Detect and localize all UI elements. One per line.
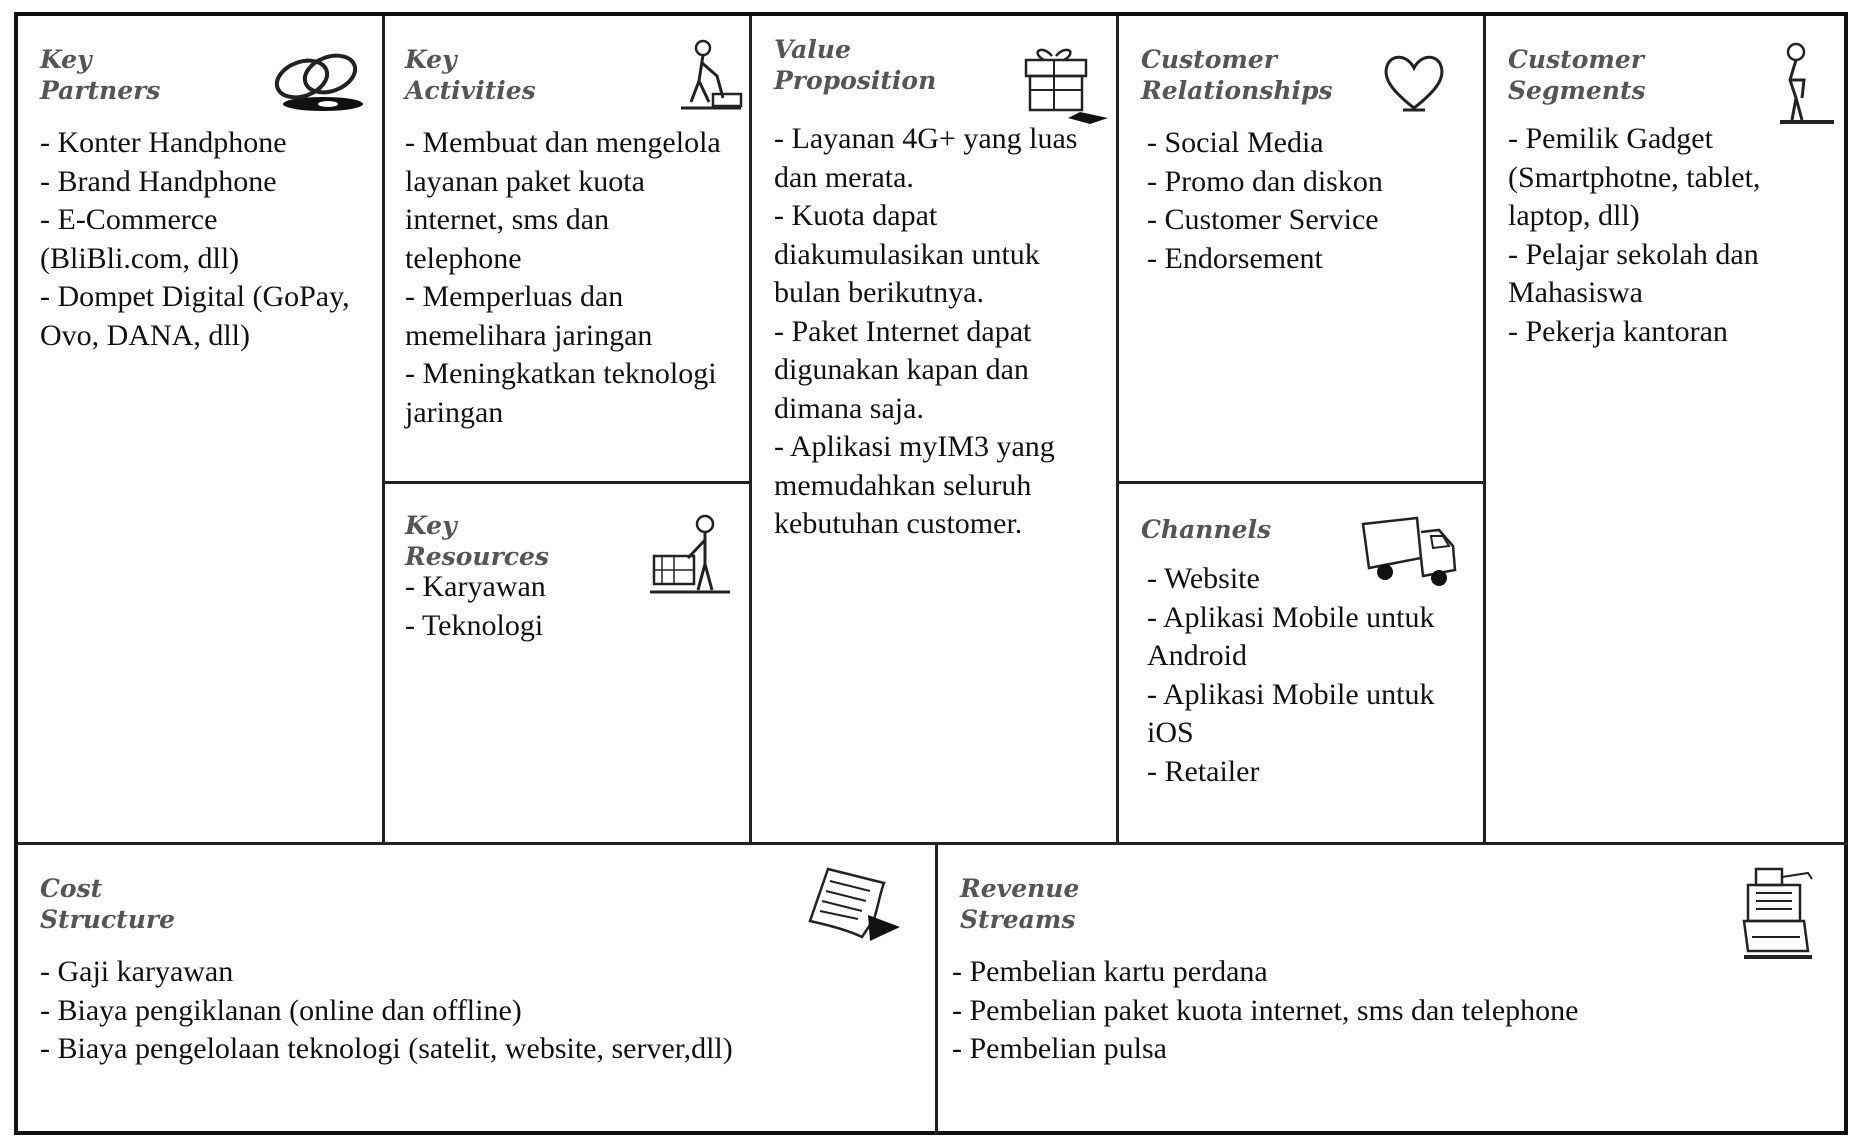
- cost-structure-list: [40, 953, 900, 1069]
- customer-segments-title: Customer Segments: [1508, 45, 1646, 105]
- list-item: - Website: [1147, 562, 1260, 595]
- list-item: - Membuat dan mengelola layanan paket kuota internet, sms dan telephone: [405, 126, 721, 275]
- customer-segments-block: [1486, 16, 1848, 842]
- list-item: - Dompet Digital (GoPay, Ovo, DANA, dll): [40, 280, 350, 352]
- customer-segments-list: [1508, 120, 1828, 351]
- list-item: - Meningkatkan teknologi jaringan: [405, 357, 717, 429]
- key-activities-block: [385, 16, 749, 481]
- key-resources-list: [405, 568, 730, 645]
- cost-structure-title: Cost Structure: [40, 874, 175, 934]
- key-resources-title: Key Resources: [405, 511, 549, 571]
- key-activities-title: Key Activities: [405, 45, 536, 105]
- key-partners-block: [18, 16, 382, 842]
- customer-relationships-title: Customer Relationships: [1141, 45, 1333, 105]
- list-item: - Konter Handphone: [40, 126, 287, 159]
- list-item: - Biaya pengiklanan (online dan offline): [40, 993, 522, 1027]
- list-item: - Teknologi: [405, 608, 544, 642]
- cash-register-icon: [1742, 865, 1826, 965]
- revenue-streams-title: Revenue Streams: [960, 874, 1080, 934]
- list-item: - Paket Internet dapat digunakan kapan dan dimana saja.: [774, 314, 1032, 425]
- list-item: - Pemilik Gadget (Smartphotne, tablet, laptop, dll): [1508, 122, 1761, 232]
- list-item: - Pembelian pulsa: [952, 1032, 1167, 1065]
- channels-list: [1147, 560, 1467, 791]
- list-item: - Customer Service: [1147, 203, 1379, 236]
- list-item: - Aplikasi Mobile untuk iOS: [1147, 677, 1435, 749]
- list-item: - Layanan 4G+ yang luas dan merata.: [774, 122, 1078, 194]
- list-item: - Pembelian kartu perdana: [952, 955, 1268, 988]
- list-item: - Brand Handphone: [40, 164, 277, 198]
- list-item: - Gaji karyawan: [40, 955, 234, 988]
- worker-cleaning-icon: [673, 36, 745, 114]
- list-item: - Pelajar sekolah dan Mahasiswa: [1508, 237, 1759, 309]
- channels-title: Channels: [1141, 515, 1272, 544]
- list-item: - Aplikasi myIM3 yang memudahkan seluruh kebutuhan customer.: [774, 430, 1055, 540]
- channels-block: [1119, 484, 1483, 842]
- revenue-streams-block: [938, 845, 1848, 1135]
- list-item: - Pembelian paket kuota internet, sms dan telephone: [952, 993, 1579, 1027]
- revenue-streams-list: [952, 953, 1822, 1069]
- chain-links-icon: [268, 46, 366, 116]
- gift-box-icon: [1020, 42, 1110, 126]
- value-proposition-title: Value Proposition: [774, 35, 937, 95]
- cost-structure-block: [18, 845, 935, 1135]
- list-item: - E-Commerce (BliBli.com, dll): [40, 203, 240, 275]
- list-item: - Biaya pengelolaan teknologi (satelit, website, server,dll): [40, 1032, 733, 1065]
- list-item: - Karyawan: [405, 570, 546, 603]
- list-item: - Memperluas dan memelihara jaringan: [405, 280, 653, 352]
- customer-relationships-list: [1147, 124, 1467, 278]
- paper-document-icon: [800, 863, 904, 943]
- list-item: - Social Media: [1147, 126, 1324, 159]
- list-item: - Retailer: [1147, 754, 1260, 788]
- list-item: - Aplikasi Mobile untuk Android: [1147, 600, 1435, 672]
- list-item: - Endorsement: [1147, 241, 1323, 275]
- customer-relationships-block: [1119, 16, 1483, 481]
- key-activities-list: [405, 124, 730, 432]
- key-partners-list: [40, 124, 360, 355]
- list-item: - Kuota dapat diakumulasikan untuk bulan berikutnya.: [774, 199, 1040, 309]
- key-partners-title: Key Partners: [40, 45, 161, 105]
- value-proposition-block: [752, 16, 1116, 842]
- key-resources-block: [385, 484, 749, 842]
- standing-person-icon: [1776, 40, 1838, 130]
- heart-icon: [1379, 50, 1449, 116]
- list-item: - Pekerja kantoran: [1508, 314, 1728, 348]
- business-model-canvas: [14, 12, 1848, 1135]
- value-proposition-list: [774, 120, 1109, 544]
- list-item: - Promo dan diskon: [1147, 164, 1383, 198]
